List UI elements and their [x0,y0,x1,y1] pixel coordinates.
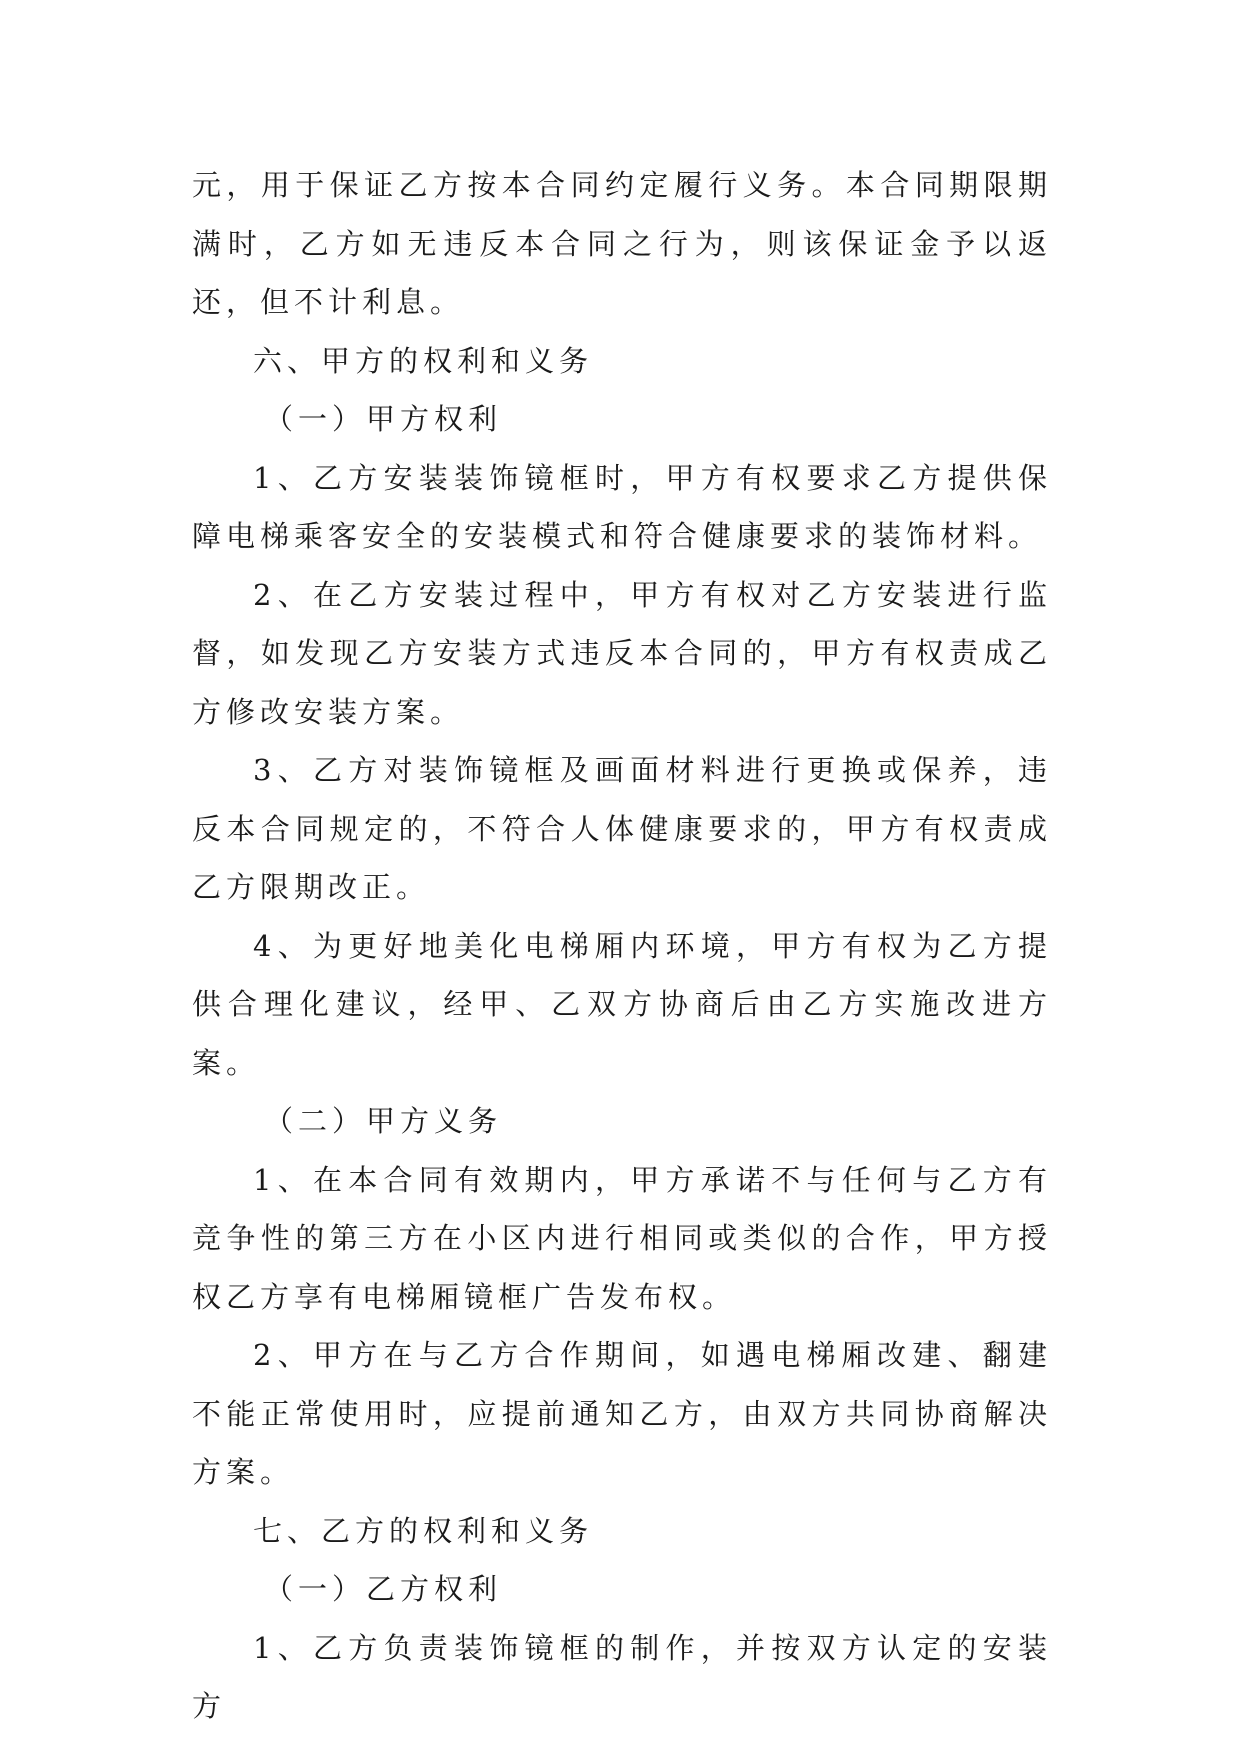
subheading-party-a-obligations: （二）甲方义务 [264,1104,503,1138]
clause-party-b-right-1: 1、乙方负责装饰镜框的制作，并按双方认定的安装方 [192,1630,1052,1723]
subheading-party-a-rights: （一）甲方权利 [264,402,503,436]
subheading-party-b-rights: （一）乙方权利 [264,1572,503,1606]
clause-party-a-right-1: 1、乙方安装装饰镜框时，甲方有权要求乙方提供保障电梯乘客安全的安装模式和符合健康要求的装饰材料。 [192,460,1052,553]
clause-party-a-right-3: 3、乙方对装饰镜框及画面材料进行更换或保养，违反本合同规定的，不符合人体健康要求的，甲方有权责成乙方限期改正。 [192,753,1052,904]
document-body [192,156,1052,1736]
section-heading-party-a-rights-obligations: 六、甲方的权利和义务 [253,343,594,378]
clause-party-a-right-2: 2、在乙方安装过程中，甲方有权对乙方安装进行监督，如发现乙方安装方式违反本合同的，甲方有权责成乙方修改安装方案。 [192,577,1052,729]
clause-party-a-obligation-2: 2、甲方在与乙方合作期间，如遇电梯厢改建、翻建不能正常使用时，应提前通知乙方，由双方共同协商解决方案。 [192,1338,1052,1489]
paragraph-deposit-continuation: 元，用于保证乙方按本合同约定履行义务。本合同期限期满时，乙方如无违反本合同之行为，则该保证金予以返还，但不计利息。 [192,168,1052,319]
clause-party-a-right-4: 4、为更好地美化电梯厢内环境，甲方有权为乙方提供合理化建议，经甲、乙双方协商后由乙方实施改进方案。 [192,928,1052,1080]
section-heading-party-b-rights-obligations: 七、乙方的权利和义务 [253,1513,594,1548]
clause-party-a-obligation-1: 1、在本合同有效期内，甲方承诺不与任何与乙方有竞争性的第三方在小区内进行相同或类似的合作，甲方授权乙方享有电梯厢镜框广告发布权。 [192,1162,1052,1314]
